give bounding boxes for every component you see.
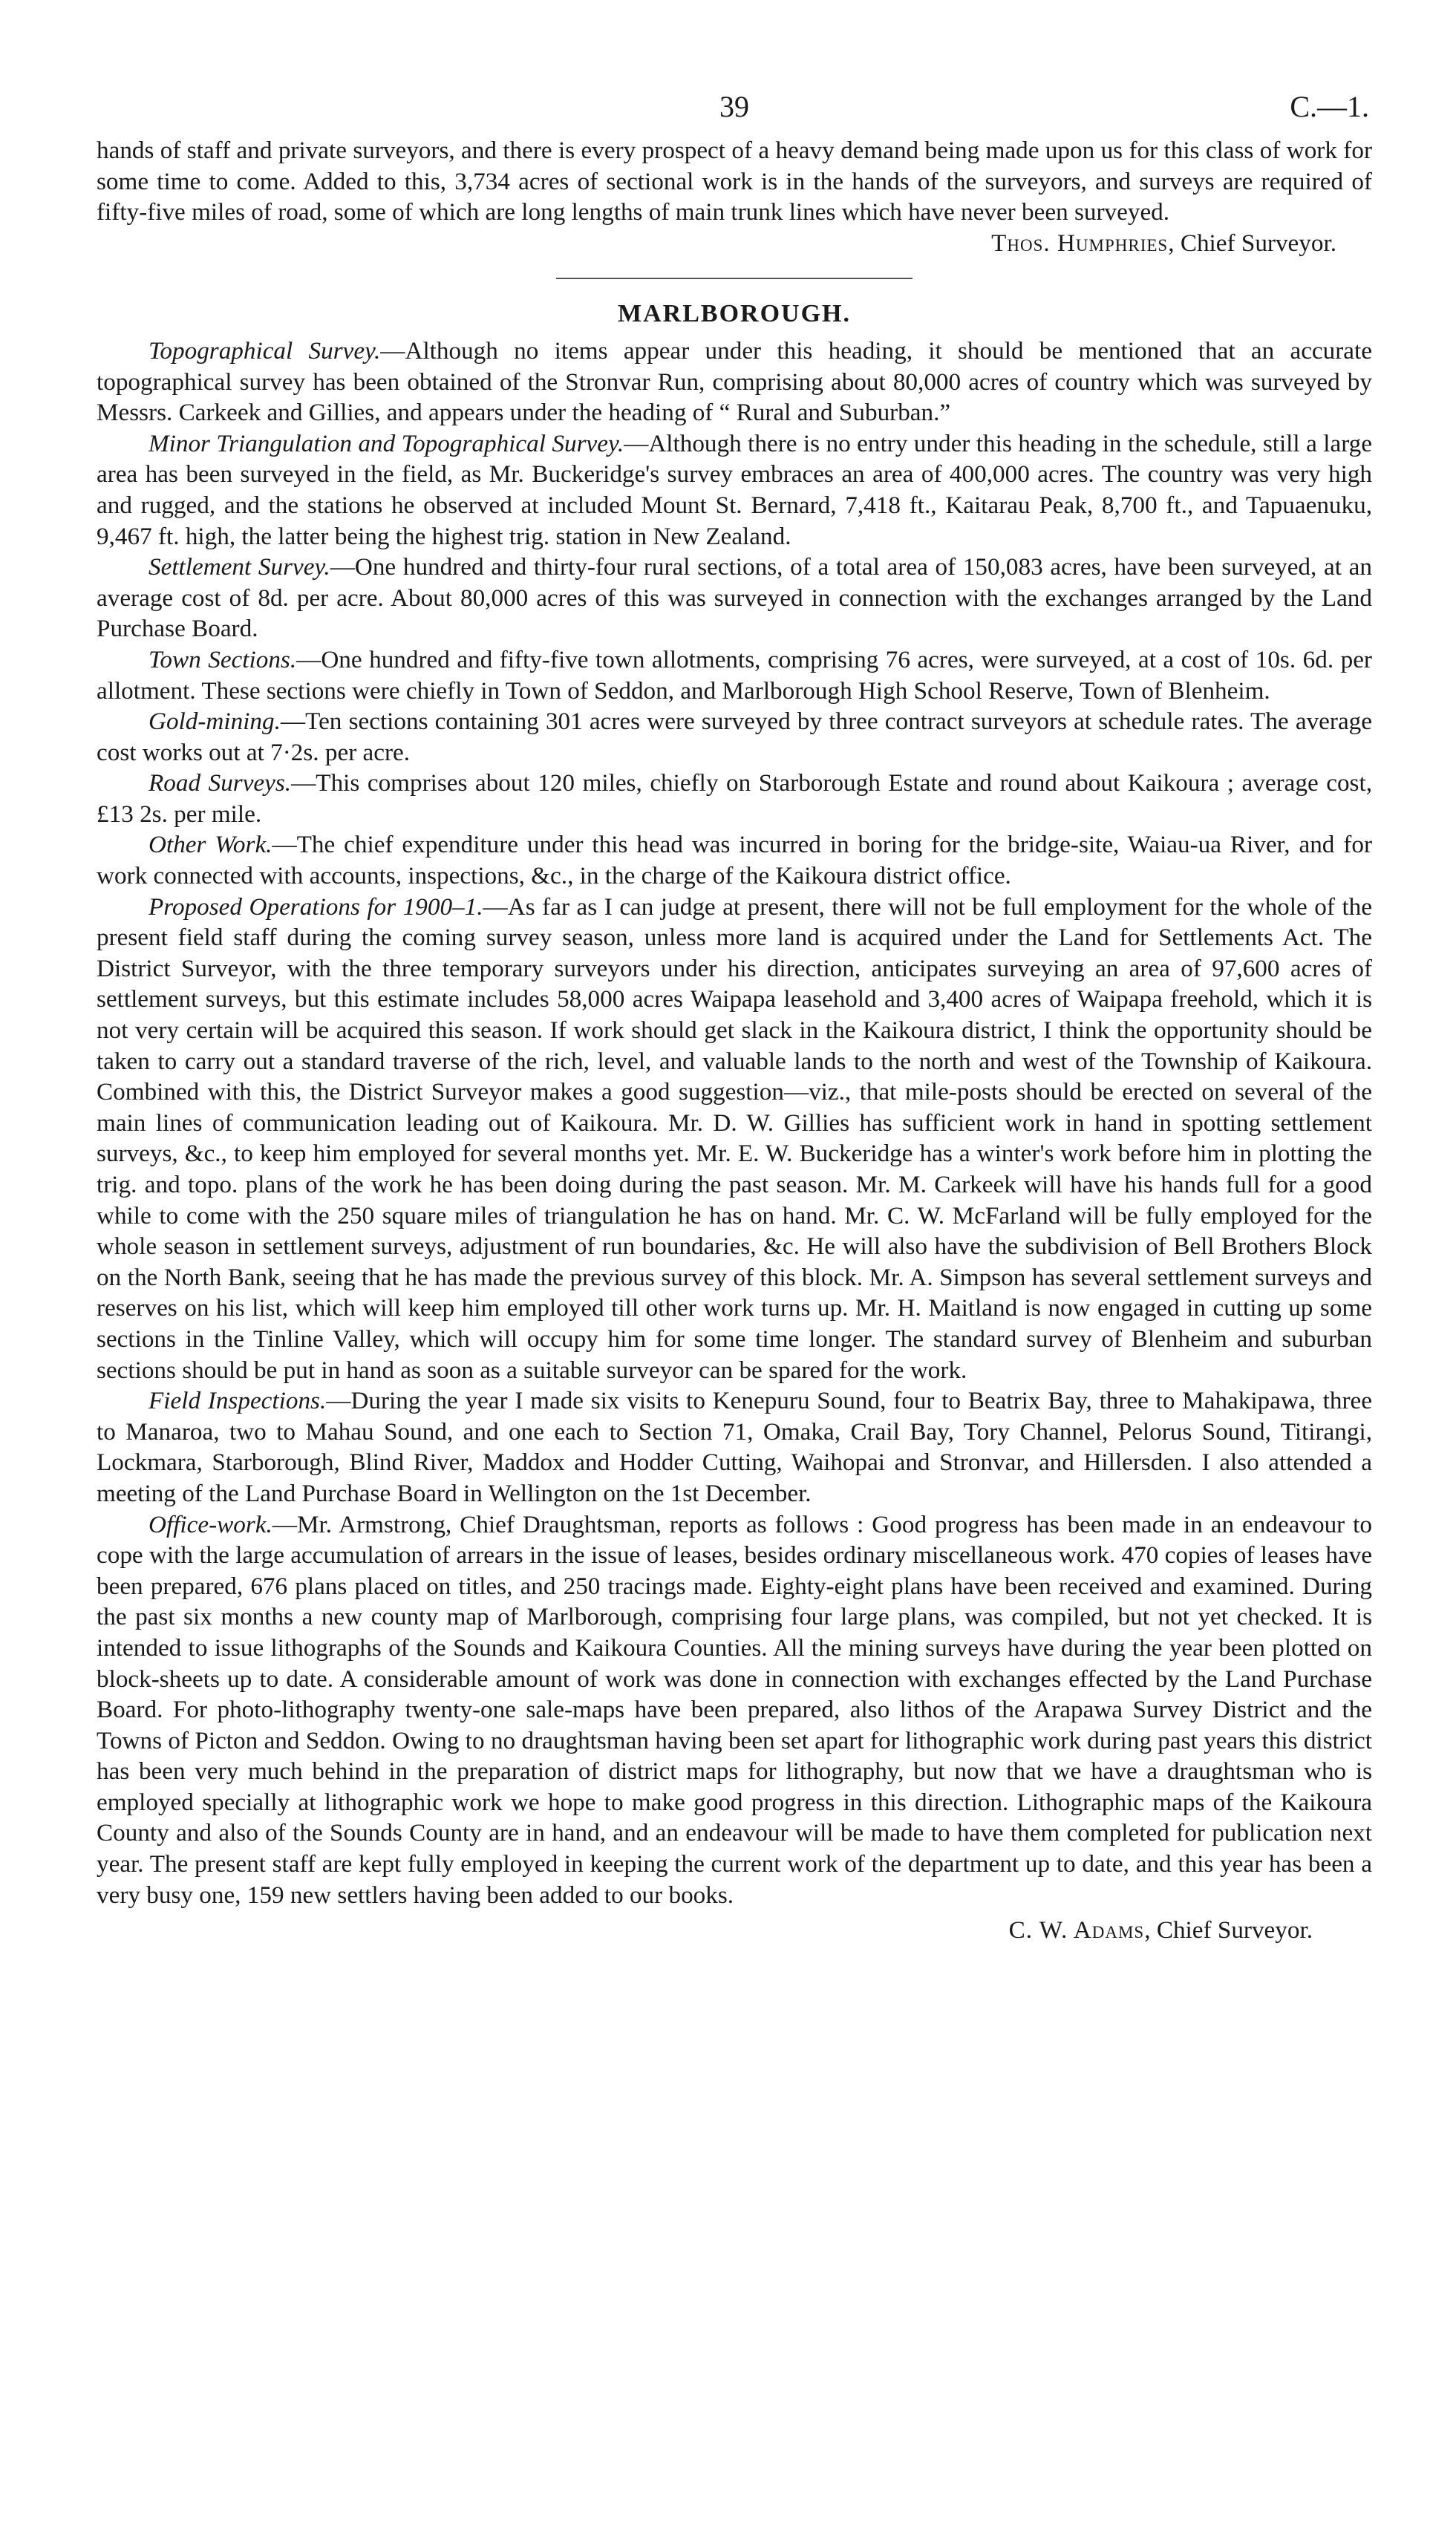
paragraph-text: —The chief expenditure under this head was incurred in boring for the bridge-site, Waiau-ua River, and for work connected with accounts, inspections, &c., in the charge of the Kaikoura district office. (97, 831, 1372, 890)
paragraph-lead: Proposed Operations for 1900–1. (148, 892, 483, 921)
series-reference: C.—1. (1290, 90, 1369, 123)
paragraph-text: —As far as I can judge at present, there will not be full employment for the whole of the present field staff during the coming survey season, unless more land is acquired under the Land for Settlements Act. The District Surveyor, with the three temporary surveyors under his direction, anticipates surveying an area of 97,600 acres of settlement surveys, but this estimate includes 58,000 acres Waipapa leasehold and 3,400 acres of Waipapa freehold, which it is not very certain will be acquired this season. If work should get slack in the Kaikoura district, I think the opportunity should be taken to carry out a standard traverse of the rich, level, and valuable lands to the north and west of the Township of Kaikoura. Combined with this, the District Surveyor makes a good suggestion—viz., that mile-posts should be erected on several of the main lines of communication leading out of Kaikoura. Mr. D. W. Gillies has sufficient work in hand in spotting settlement surveys, &c., to keep him employed for several months yet. Mr. E. W. Buckeridge has a winter's work before him in plotting the trig. and topo. plans of the work he has been doing during the past season. Mr. M. Carkeek will have his hands full for a good while to come with the 250 square miles of triangulation he has on hand. Mr. C. W. McFarland will be fully employed for the whole season in settlement surveys, adjustment of run boundaries, &c. He will also have the subdivision of Bell Brothers Block on the North Bank, seeing that he has made the previous survey of this block. Mr. A. Simpson has several settlement surveys and reserves on his list, which will keep him employed till other work turns up. Mr. H. Maitland is now engaged in cutting up some sections in the Tinline Valley, which will occupy him for some time longer. The standard survey of Blenheim and suburban sections should be put in hand as soon as a suitable surveyor can be spared for the work. (97, 892, 1372, 1384)
paragraph-proposed-operations (97, 892, 1372, 1386)
paragraph-lead: Minor Triangulation and Topographical Survey. (148, 429, 624, 457)
signature-title: , Chief Surveyor. (1144, 1916, 1313, 1944)
section-divider (556, 278, 913, 279)
paragraph-road-surveys (97, 768, 1372, 829)
paragraph-settlement-survey (97, 552, 1372, 644)
section-heading: MARLBOROUGH. (618, 300, 851, 328)
signature-adams (97, 1915, 1372, 1946)
paragraph-lead: Town Sections. (148, 645, 297, 673)
paragraph-field-inspections (97, 1385, 1372, 1509)
paragraph-lead: Gold-mining. (148, 708, 281, 736)
paragraph-text: —Mr. Armstrong, Chief Draughtsman, reports as follows : Good progress has been made in an endeavour to cope with the large accumulation of arrears in the issue of leases, besides ordinary miscellaneous work. 470 copies of leases have been prepared, 676 plans placed on titles, and 250 tracings made. Eighty-eight plans have been received and examined. During the past six months a new county map of Marlborough, comprising four large plans, was compiled, but not yet checked. It is intended to issue lithographs of the Sounds and Kaikoura Counties. All the mining surveys have during the year been plotted on block-sheets up to date. A considerable amount of work was done in connection with exchanges effected by the Land Purchase Board. For photo-lithography twenty-one sale-maps have been prepared, also lithos of the Arapawa Survey District and the Towns of Picton and Seddon. Owing to no draughtsman having been set apart for lithographic work during past years this district has been very much behind in the preparation of district maps for lithography, but now that we have a draughtsman who is employed specially at lithographic work we hope to make good progress in this direction. Lithographic maps of the Kaikoura County and also of the Sounds County are in hand, and an endeavour will be made to have them completed for publication next year. The present staff are kept fully employed in keeping the current work of the department up to date, and this year has been a very busy one, 159 new settlers having been added to our books. (97, 1510, 1372, 1909)
paragraph-gold-mining (97, 706, 1372, 768)
body-text (97, 135, 1372, 1946)
paragraph-lead: Field Inspections. (148, 1387, 327, 1415)
signature-humphries (97, 228, 1372, 259)
paragraph-office-work (97, 1509, 1372, 1911)
paragraph-text: —Although there is no entry under this heading in the schedule, still a large area has been surveyed in the field, as Mr. Buckeridge's survey embraces an area of 400,000 acres. The country was very high and rugged, and the stations he observed at included Mount St. Bernard, 7,418 ft., Kaitarau Peak, 8,700 ft., and Tapuaenuku, 9,467 ft. high, the latter being the highest trig. station in New Zealand. (97, 429, 1372, 550)
signature-title: , Chief Surveyor. (1168, 229, 1336, 257)
paragraph-lead: Topographical Survey. (148, 336, 381, 365)
paragraph-minor-triangulation (97, 428, 1372, 552)
paragraph-lead: Other Work. (148, 831, 272, 859)
page-header (97, 83, 1372, 135)
paragraph-text: —Although no items appear under this heading, it should be mentioned that an accurate topographical survey has been obtained of the Stronvar Run, comprising about 80,000 acres of country which was surveyed by Messrs. Carkeek and Gillies, and appears under the heading of “ Rural and Suburban.” (97, 336, 1372, 427)
paragraph-lead: Road Surveys. (148, 769, 292, 797)
paragraph-lead: Office-work. (148, 1510, 272, 1538)
paragraph-text: —This comprises about 120 miles, chiefly on Starborough Estate and round about Kaikoura ; average cost, £13 2s. per mile. (97, 769, 1372, 828)
signature-name: C. W. Adams (1008, 1916, 1145, 1944)
signature-name: Thos. Humphries (991, 229, 1169, 257)
paragraph-other-work (97, 829, 1372, 891)
paragraph-text: —During the year I made six visits to Kenepuru Sound, four to Beatrix Bay, three to Mahakipawa, three to Manaroa, two to Mahau Sound, and one each to Section 71, Omaka, Crail Bay, Tory Channel, Pelorus Sound, Titirangi, Lockmara, Starborough, Blind River, Maddox and Hodder Cutting, Waihopai and Stronvar, and Hillersden. I also attended a meeting of the Land Purchase Board in Wellington on the 1st December. (97, 1387, 1372, 1507)
paragraph-town-sections (97, 644, 1372, 706)
paragraph-topographical-survey (97, 336, 1372, 428)
page-number: 39 (719, 90, 749, 123)
document-page (97, 83, 1372, 1946)
paragraph-text: —Ten sections containing 301 acres were surveyed by three contract surveyors at schedule rates. The average cost works out at 7·2s. per acre. (97, 708, 1372, 766)
paragraph-lead: Settlement Survey. (148, 553, 330, 581)
paragraph-text: —One hundred and fifty-five town allotments, comprising 76 acres, were surveyed, at a cost of 10s. 6d. per allotment. These sections were chiefly in Town of Seddon, and Marlborough High School Reserve, Town of Blenheim. (97, 645, 1372, 705)
intro-paragraph: hands of staff and private surveyors, and there is every prospect of a heavy demand being made upon us for this class of work for some time to come. Added to this, 3,734 acres of sectional work is in the hands of the surveyors, and surveys are required of fifty-five miles of road, some of which are long lengths of main trunk lines which have never been surveyed. (97, 137, 1372, 226)
paragraph-text: —One hundred and thirty-four rural sections, of a total area of 150,083 acres, have been surveyed, at an average cost of 8d. per acre. About 80,000 acres of this was surveyed in connection with the exchanges arranged by the Land Purchase Board. (97, 553, 1372, 643)
